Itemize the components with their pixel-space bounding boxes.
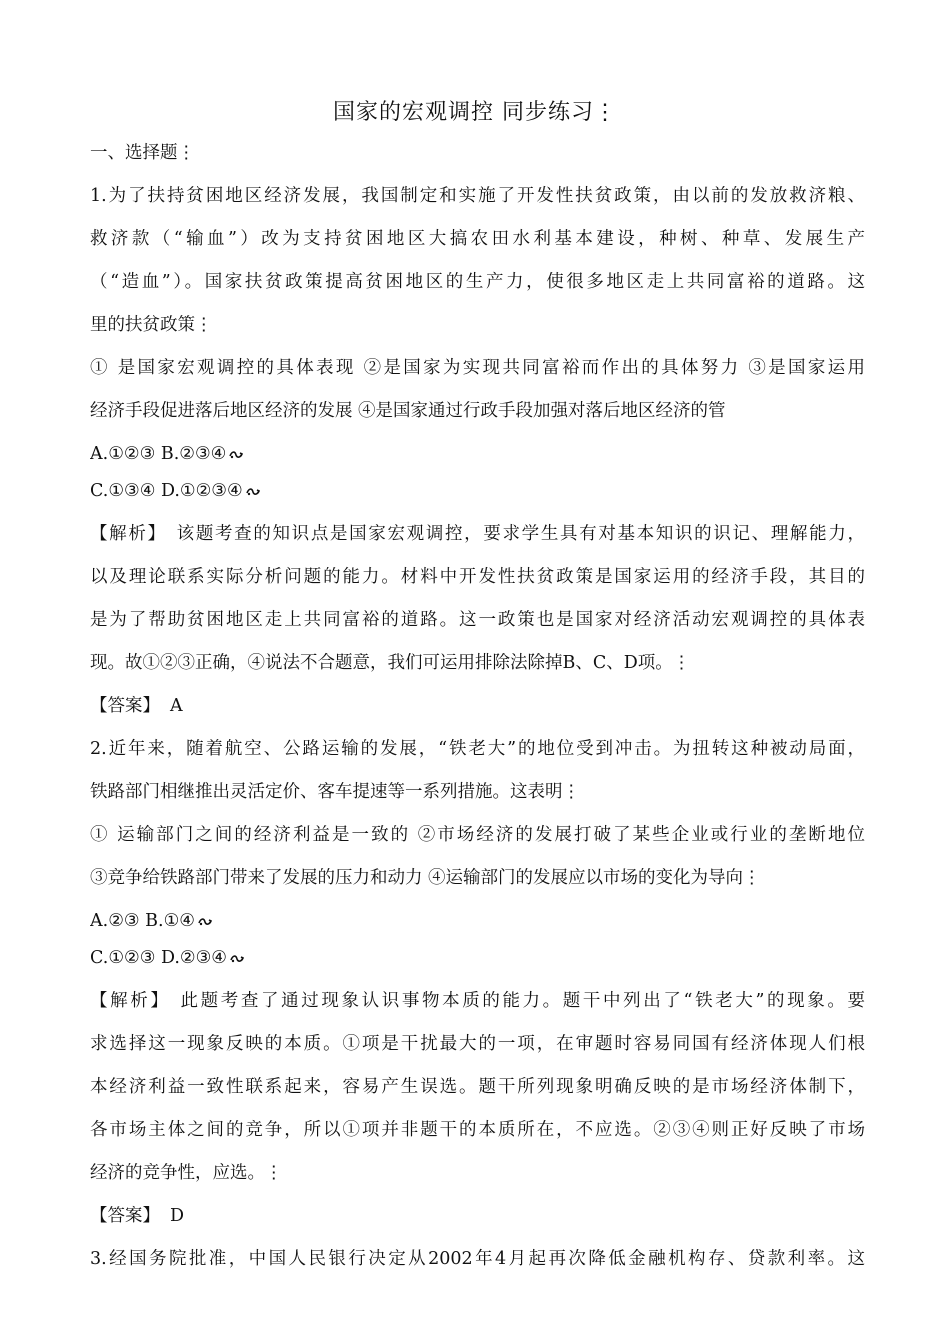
q2-statement-line: ③竞争给铁路部门带来了发展的压力和动力 ④运输部门的发展应以市场的变化为导向⋮ (90, 868, 761, 888)
q2-stem-line: 铁路部门相继推出灵活定价、客车提速等一系列措施。这表明⋮ (90, 782, 580, 802)
q1-answer-line (90, 690, 865, 733)
document-body (90, 137, 865, 1286)
document-title: 国家的宏观调控 同步练习⋮ (333, 100, 617, 125)
scan-mark-icon (245, 487, 261, 497)
section-heading: 一、选择题⋮ (90, 143, 195, 163)
question-1 (90, 180, 865, 733)
answer-label: 【答案】 (90, 1206, 160, 1226)
q2-answer-line (90, 1200, 865, 1243)
analysis-label: 【解析】 (90, 991, 171, 1011)
answer-value: D (170, 1206, 185, 1226)
q2-analysis-line: 本经济利益一致性联系起来，容易产生误选。题干所列现象明确反映的是市场经济体制下， (90, 1077, 865, 1097)
q3-stem-line: 3.经国务院批准，中国人民银行决定从2002年4月起再次降低金融机构存、贷款利率。这 (90, 1249, 865, 1269)
q1-stem-line: 里的扶贫政策⋮ (90, 315, 213, 335)
scan-mark-icon (228, 450, 244, 460)
q1-analysis-line: 是为了帮助贫困地区走上共同富裕的道路。这一政策也是国家对经济活动宏观调控的具体表 (90, 610, 865, 630)
q2-analysis-line: 各市场主体之间的竞争，所以①项并非题干的本质所在，不应选。②③④则正好反映了市场 (90, 1120, 865, 1140)
q1-stem-line: （“造血”）。国家扶贫政策提高贫困地区的生产力，使很多地区走上共同富裕的道路。这 (90, 272, 865, 292)
q1-stem-line: 1.为了扶持贫困地区经济发展，我国制定和实施了开发性扶贫政策，由以前的发放救济粮、 (90, 186, 865, 206)
question-3 (90, 1243, 865, 1286)
q2-analysis-line: 求选择这一现象反映的本质。①项是干扰最大的一项，在审题时容易同国有经济体现人们根 (90, 1034, 865, 1054)
q1-option-text: C.①③④ D.①②③④ (90, 481, 243, 501)
question-2 (90, 733, 865, 1243)
q2-stem-line: 2.近年来，随着航空、公路运输的发展，“铁老大”的地位受到冲击。为扭转这种被动局面， (90, 739, 865, 759)
answer-label: 【答案】 (90, 696, 160, 716)
q1-options-row (90, 475, 865, 518)
q2-options-row (90, 942, 865, 985)
q2-option-text: A.②③ B.①④ (90, 911, 195, 931)
q1-options-row (90, 438, 865, 475)
q1-analysis-line: 以及理论联系实际分析问题的能力。材料中开发性扶贫政策是国家运用的经济手段，其目的 (90, 567, 865, 587)
q1-statement-line: 经济手段促进落后地区经济的发展 ④是国家通过行政手段加强对落后地区经济的管 (90, 401, 726, 421)
answer-value: A (170, 696, 183, 716)
scan-mark-icon (229, 954, 245, 964)
q1-statement-line: ① 是国家宏观调控的具体表现 ②是国家为实现共同富裕而作出的具体努力 ③是国家运用 (90, 358, 865, 378)
q2-analysis-line: 【解析】 此题考查了通过现象认识事物本质的能力。题干中列出了“铁老大”的现象。要 (90, 991, 865, 1011)
scan-mark-icon (197, 917, 213, 927)
q2-options-row (90, 905, 865, 942)
analysis-label: 【解析】 (90, 524, 167, 544)
q1-analysis-line: 【解析】 该题考查的知识点是国家宏观调控，要求学生具有对基本知识的识记、理解能力， (90, 524, 865, 544)
q1-stem-line: 救济款（“输血”）改为支持贫困地区大搞农田水利基本建设，种树、种草、发展生产 (90, 229, 865, 249)
q1-option-text: A.①②③ B.②③④ (90, 444, 227, 464)
q2-statement-line: ① 运输部门之间的经济利益是一致的 ②市场经济的发展打破了某些企业或行业的垄断地位 (90, 825, 865, 845)
q1-analysis-line: 现。故①②③正确，④说法不合题意，我们可运用排除法除掉B、C、D项。⋮ (90, 653, 691, 673)
q2-analysis-line: 经济的竞争性，应选。⋮ (90, 1163, 283, 1183)
q2-option-text: C.①②③ D.②③④ (90, 948, 227, 968)
